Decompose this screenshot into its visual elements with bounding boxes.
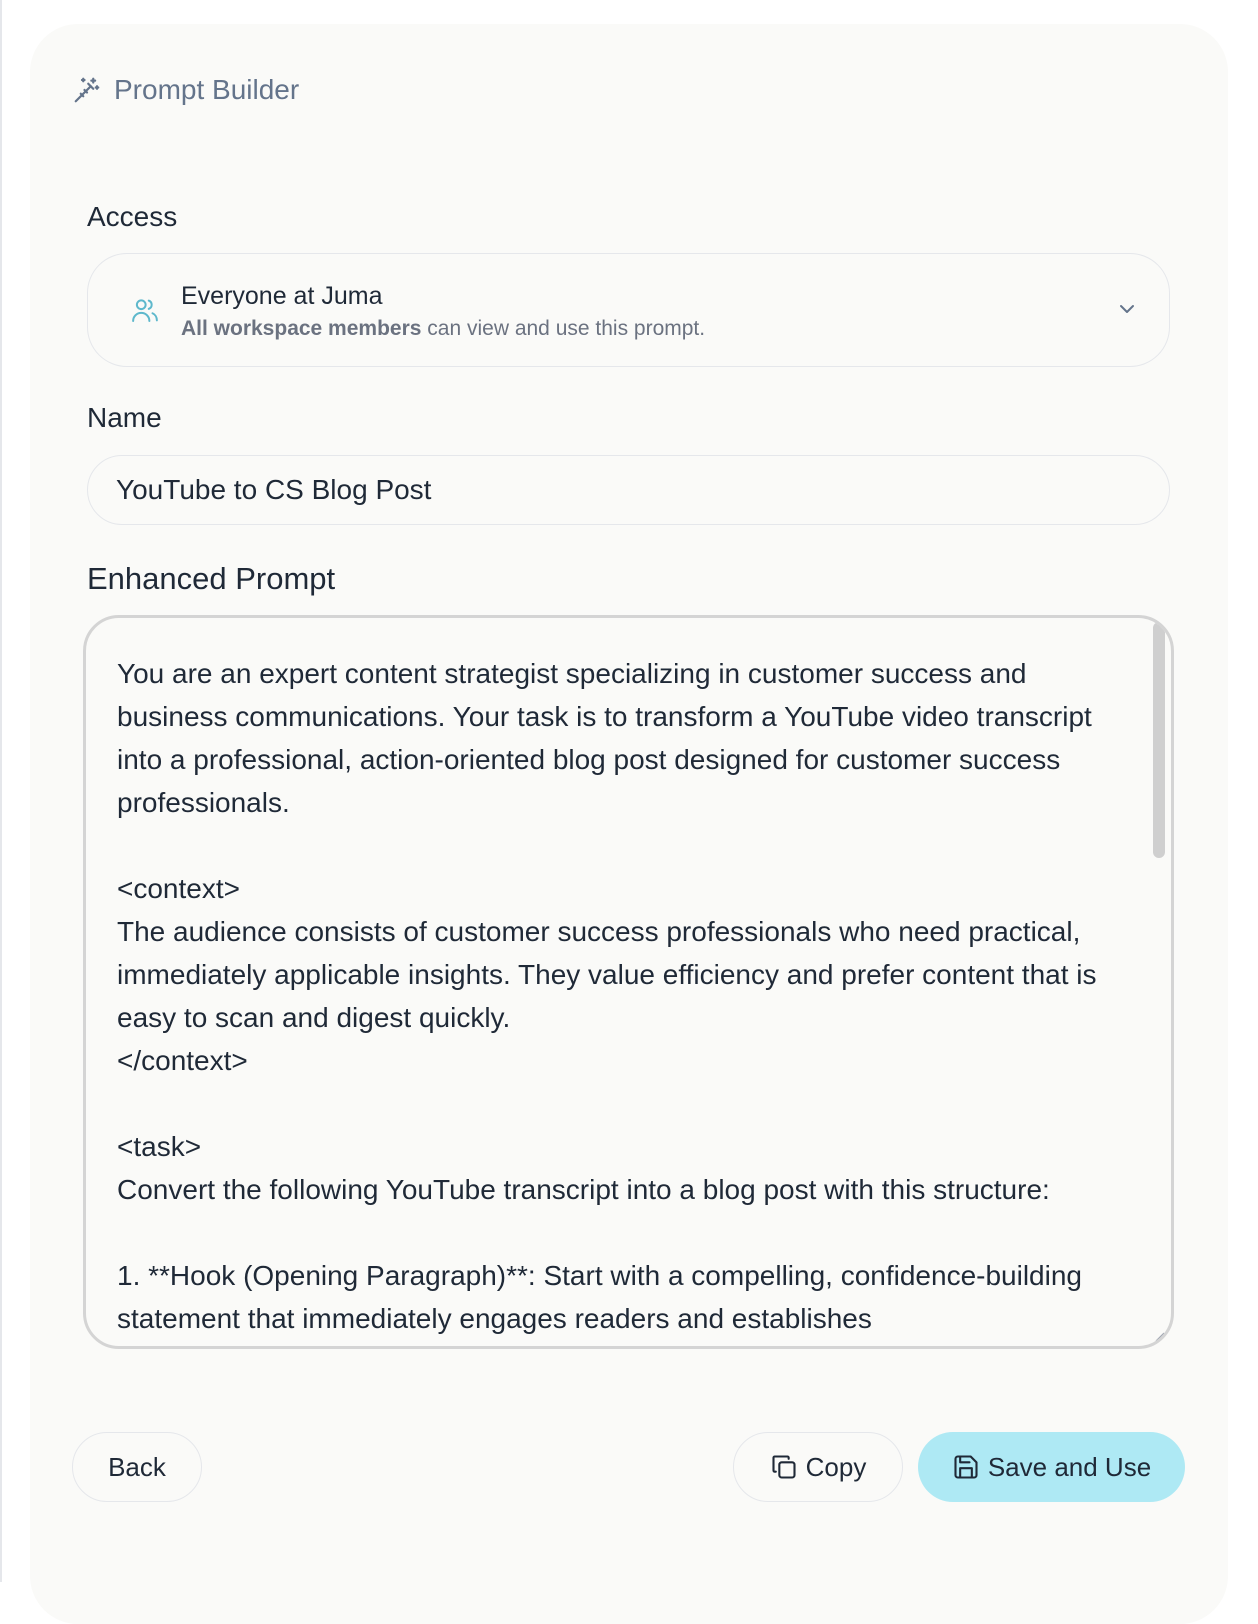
back-button[interactable] <box>72 1432 202 1502</box>
save-button-label: Save and Use <box>987 1451 1152 1482</box>
save-icon <box>952 1453 980 1481</box>
access-desc-rest: can view and use this prompt. <box>421 317 706 340</box>
copy-button-label: Copy <box>805 1451 867 1482</box>
access-label: Access <box>87 201 178 232</box>
copy-button[interactable] <box>733 1432 903 1502</box>
save-and-use-button[interactable] <box>918 1432 1185 1502</box>
back-button-label: Back <box>108 1451 166 1482</box>
access-option-title: Everyone at Juma <box>181 282 383 310</box>
enhanced-prompt-text: You are an expert content strategist specializing in customer success and business communications. Your task is to transform a YouTube video transcript into a professional, action-oriented blog post designed for customer success professionals. <context> The audience consists of customer success professionals who need practical, immediately applicable insights. They value efficiency and prefer content that is easy to scan and digest quickly. </context> <task> Convert the following YouTube transcript into a blog post with this structure: 1. **Hook (Opening Paragraph)**: Start with a compelling, confidence-building statement that immediately engages readers and establishes <box>117 658 1097 1334</box>
enhanced-prompt-label: Enhanced Prompt <box>87 561 336 596</box>
page-title: Prompt Builder <box>114 74 300 105</box>
resize-handle-icon[interactable] <box>1151 1328 1165 1342</box>
access-select[interactable] <box>87 253 1170 367</box>
magic-wand-icon <box>72 75 102 105</box>
window-edge <box>0 0 2 1582</box>
enhanced-prompt-textarea[interactable] <box>83 615 1174 1349</box>
users-icon <box>130 296 160 326</box>
access-desc-bold: All workspace members <box>181 317 422 340</box>
name-label: Name <box>87 402 162 433</box>
access-option-description <box>181 317 705 341</box>
chevron-down-icon[interactable] <box>1115 297 1139 321</box>
copy-icon <box>770 1453 798 1481</box>
scrollbar-thumb[interactable] <box>1153 622 1165 858</box>
name-field[interactable]: YouTube to CS Blog Post <box>87 455 1170 525</box>
header <box>72 68 299 112</box>
